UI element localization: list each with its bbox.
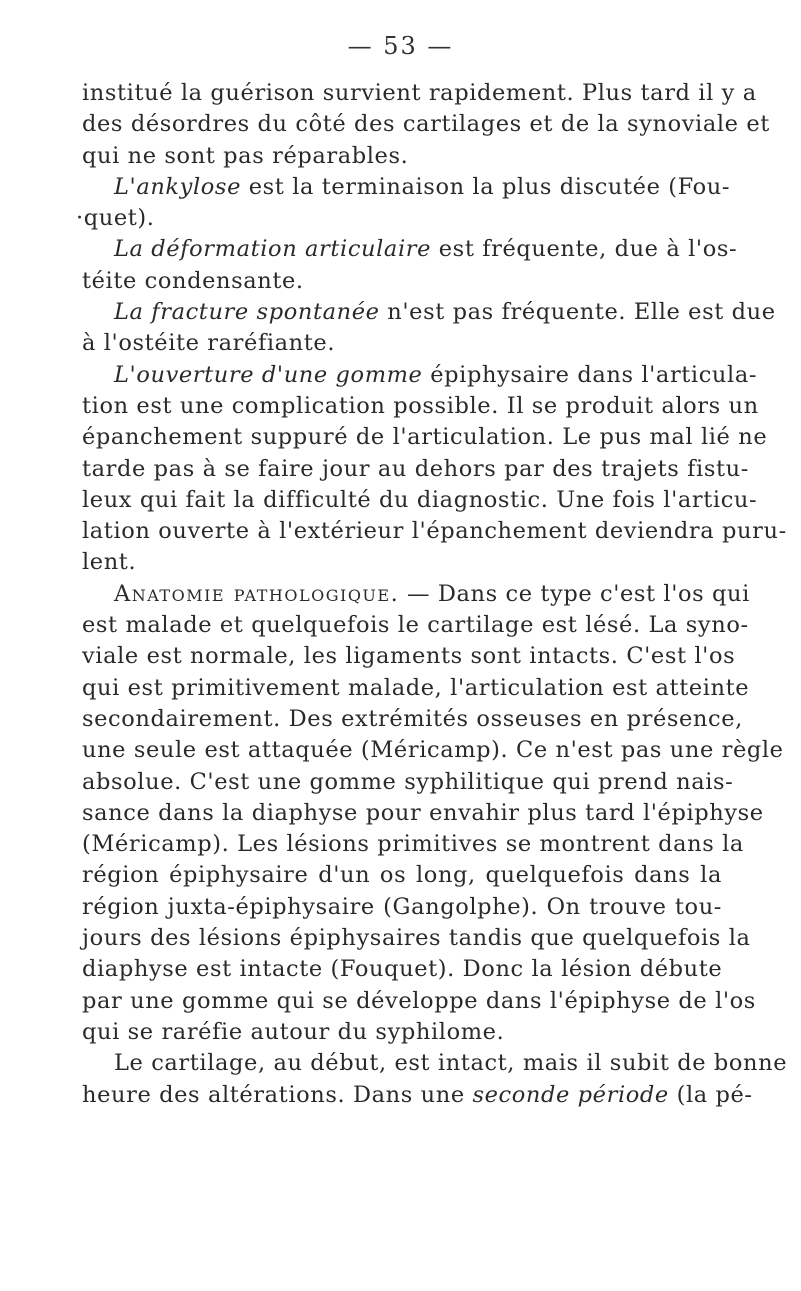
- section-heading: Anatomie pathologique.: [114, 580, 400, 607]
- text-line: [82, 892, 722, 923]
- text-segment: absolue. C'est une gomme syphilitique qui prend nais-: [82, 768, 734, 795]
- text-line: [82, 454, 749, 485]
- text-segment: Le cartilage, au début, est intact, mais il subit de bonne: [114, 1050, 788, 1077]
- text-segment: épanchement suppuré de l'articulation. Le pus mal lié ne: [82, 424, 768, 451]
- text-segment: des désordres du côté des cartilages et de la synoviale et: [82, 111, 770, 138]
- text-line: [82, 422, 768, 453]
- text-segment: lent.: [82, 549, 137, 576]
- text-segment: institué la guérison survient rapidement. Plus tard il y a: [82, 80, 757, 106]
- text-segment: qui est primitivement malade, l'articulation est atteinte: [82, 674, 750, 701]
- text-segment: secondairement. Des extrémités osseuses en présence,: [82, 705, 743, 732]
- text-segment: sance dans la diaphyse pour envahir plus tard l'épiphyse: [82, 799, 764, 826]
- text-segment: diaphyse est intacte (Fouquet). Donc la lésion débute: [82, 956, 723, 983]
- emphasized-term: L'ankylose: [114, 173, 241, 200]
- text-line: [82, 735, 784, 766]
- text-line: [82, 923, 751, 954]
- text-segment: téite condensante.: [82, 267, 304, 294]
- text-segment: tion est une complication possible. Il se produit alors un: [82, 392, 759, 419]
- text-segment: à l'ostéite raréfiante.: [82, 330, 336, 357]
- text-line: [82, 78, 757, 109]
- text-line: [82, 141, 722, 172]
- text-line: [82, 109, 770, 140]
- text-line: [82, 673, 750, 704]
- text-line: [82, 1080, 753, 1111]
- text-line: [82, 704, 743, 735]
- text-line: [76, 203, 722, 234]
- emphasized-term: La déformation articulaire: [114, 236, 432, 263]
- text-segment: (la pé-: [668, 1081, 753, 1108]
- text-line: [82, 360, 758, 391]
- text-line: [82, 610, 749, 641]
- text-line: [82, 829, 744, 860]
- text-line: [82, 798, 764, 829]
- text-line: [82, 1017, 722, 1048]
- text-segment: région épiphysaire d'un os long, quelquefois dans la: [82, 862, 722, 889]
- text-line: [82, 767, 734, 798]
- text-line: [82, 328, 722, 359]
- text-segment: est fréquente, due à l'os-: [431, 236, 738, 263]
- text-segment: heure des altérations. Dans une: [82, 1081, 473, 1108]
- text-segment: ·quet).: [76, 205, 155, 232]
- text-segment: région juxta-épiphysaire (Gangolphe). On trouve tou-: [82, 893, 722, 920]
- text-segment: est la terminaison la plus discutée (Fou-: [240, 173, 731, 200]
- text-segment: épiphysaire dans l'articula-: [422, 361, 758, 388]
- text-segment: viale est normale, les ligaments sont intacts. C'est l'os: [82, 643, 736, 670]
- text-segment: est malade et quelquefois le cartilage est lésé. La syno-: [82, 612, 749, 639]
- text-line: [82, 391, 759, 422]
- text-line: [82, 641, 736, 672]
- text-segment: (Méricamp). Les lésions primitives se montrent dans la: [82, 831, 744, 858]
- text-segment: jours des lésions épiphysaires tandis que quelquefois la: [82, 925, 751, 952]
- text-segment: qui se raréfie autour du syphilome.: [82, 1018, 505, 1045]
- text-segment: leux qui fait la difficulté du diagnostic. Une fois l'articu-: [82, 486, 758, 513]
- text-segment: qui ne sont pas réparables.: [82, 142, 409, 169]
- text-line: [82, 266, 722, 297]
- text-line: [82, 297, 776, 328]
- text-line: [82, 234, 738, 265]
- text-line: [82, 579, 750, 610]
- page-number: — 53 —: [347, 32, 454, 60]
- text-segment: lation ouverte à l'extérieur l'épanchement deviendra puru-: [82, 518, 787, 545]
- text-line: [82, 986, 756, 1017]
- text-segment: une seule est attaquée (Méricamp). Ce n'est pas une règle: [82, 737, 784, 764]
- text-line: [82, 485, 758, 516]
- text-segment: n'est pas fréquente. Elle est due: [379, 299, 776, 326]
- emphasized-term: La fracture spontanée: [114, 299, 380, 326]
- text-line: [82, 860, 722, 891]
- text-line: [82, 516, 787, 547]
- text-line: [82, 172, 731, 203]
- text-segment: par une gomme qui se développe dans l'épiphyse de l'os: [82, 987, 756, 1014]
- text-line: [82, 547, 722, 578]
- text-line: [82, 954, 722, 985]
- emphasized-term: L'ouverture d'une gomme: [114, 361, 423, 388]
- text-line: [82, 1048, 788, 1079]
- emphasized-term: seconde période: [472, 1081, 669, 1108]
- text-segment: — Dans ce type c'est l'os qui: [399, 580, 750, 607]
- body-text: [76, 78, 788, 1111]
- text-segment: tarde pas à se faire jour au dehors par des trajets fistu-: [82, 455, 749, 482]
